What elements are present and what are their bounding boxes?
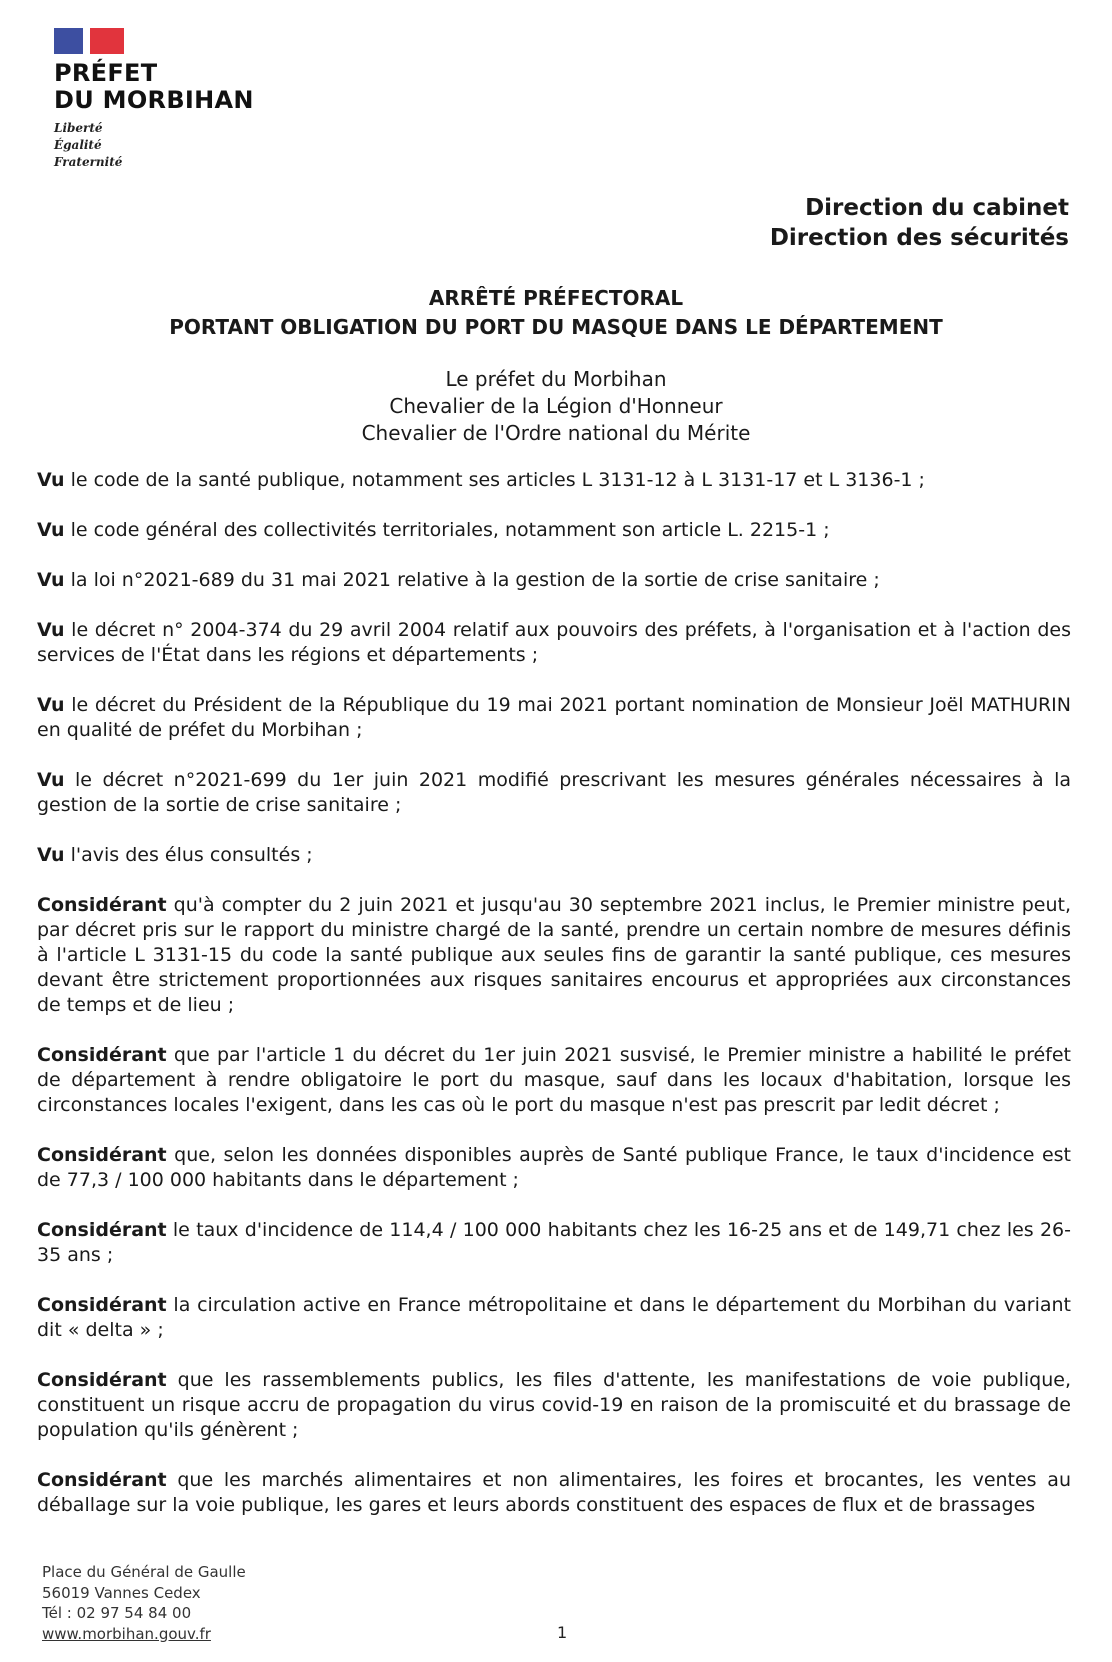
prefet-line-2: Chevalier de la Légion d'Honneur: [389, 394, 723, 418]
paragraph-lead: Vu: [37, 469, 65, 491]
paragraph: [37, 1293, 1071, 1343]
address-phone: Tél : 02 97 54 84 00: [42, 1604, 192, 1622]
paragraph-text: le décret n° 2004-374 du 29 avril 2004 relatif aux pouvoirs des préfets, à l'organisation et à l'action des services de l'État dans les régions et départements ;: [37, 619, 1071, 666]
paragraph: [37, 468, 1071, 493]
paragraph-lead: Vu: [37, 569, 65, 591]
logo-line-2: DU MORBIHAN: [54, 86, 254, 114]
prefet-line-3: Chevalier de l'Ordre national du Mérite: [361, 421, 751, 445]
logo-title: [54, 60, 254, 114]
prefet-line-1: Le préfet du Morbihan: [445, 367, 667, 391]
paragraph-lead: Considérant: [37, 1219, 167, 1241]
paragraph-text: qu'à compter du 2 juin 2021 et jusqu'au 30 septembre 2021 inclus, le Premier ministre peut, par décret pris sur le rapport du ministre chargé de la santé, prendre un certain nombre de mesures définis à l'article L 3131-15 du code la santé publique aux seules fins de garantir la santé publique, ces mesures devant être strictement proportionnées aux risques sanitaires encourus et appropriées aux circonstances de temps et de lieu ;: [37, 894, 1071, 1016]
paragraph-text: le décret n°2021-699 du 1er juin 2021 modifié prescrivant les mesures générales nécessaires à la gestion de la sortie de crise sanitaire ;: [37, 769, 1071, 816]
address-street: Place du Général de Gaulle: [42, 1563, 246, 1581]
paragraph-text: la circulation active en France métropolitaine et dans le département du Morbihan du variant dit « delta » ;: [37, 1294, 1071, 1341]
flag-white-stripe: [83, 28, 90, 54]
address-city: 56019 Vannes Cedex: [42, 1583, 201, 1602]
paragraph-lead: Vu: [37, 519, 65, 541]
website-link[interactable]: www.morbihan.gouv.fr: [42, 1624, 211, 1643]
marianne-logo: [54, 28, 254, 171]
page-number: 1: [557, 1623, 568, 1642]
paragraph: [37, 1368, 1071, 1443]
prefet-block: [0, 366, 1112, 447]
paragraph-text: que par l'article 1 du décret du 1er juin 2021 susvisé, le Premier ministre a habilité le préfet de département à rendre obligatoire le port du masque, sauf dans les locaux d'habitation, lorsque les circonstances locales l'exigent, dans les cas où le port du masque n'est pas prescrit par ledit décret ;: [37, 1044, 1071, 1116]
marianne-flag-icon: [54, 28, 124, 54]
paragraph: [37, 893, 1071, 1018]
paragraph-lead: Vu: [37, 769, 65, 791]
paragraph-text: le taux d'incidence de 114,4 / 100 000 habitants chez les 16-25 ans et de 149,71 chez les 26-35 ans ;: [37, 1219, 1071, 1266]
paragraph: [37, 843, 1071, 868]
paragraph: [37, 1143, 1071, 1193]
paragraph-text: l'avis des élus consultés ;: [64, 844, 313, 866]
paragraph-text: que les marchés alimentaires et non alimentaires, les foires et brocantes, les ventes au déballage sur la voie publique, les gares et leurs abords constituent des espaces de flux et de brassages: [37, 1469, 1071, 1516]
paragraph-lead: Considérant: [37, 1469, 167, 1491]
title-line-2: PORTANT OBLIGATION DU PORT DU MASQUE DANS LE DÉPARTEMENT: [169, 315, 943, 339]
document-body: [37, 468, 1071, 1543]
paragraph: [37, 693, 1071, 743]
paragraph-text: le code général des collectivités territoriales, notamment son article L. 2215-1 ;: [64, 519, 830, 541]
document-title: [0, 284, 1112, 342]
title-line-1: ARRÊTÉ PRÉFECTORAL: [428, 286, 684, 310]
motto-egalite: Égalité: [54, 138, 102, 152]
paragraph: [37, 568, 1071, 593]
paragraph: [37, 1468, 1071, 1518]
paragraph: [37, 1043, 1071, 1118]
paragraph-text: le code de la santé publique, notamment ses articles L 3131-12 à L 3131-17 et L 3136-1 ;: [64, 469, 925, 491]
paragraph-lead: Vu: [37, 619, 65, 641]
paragraph-lead: Considérant: [37, 1294, 167, 1316]
motto-fraternite: Fraternité: [54, 155, 123, 169]
paragraph-lead: Considérant: [37, 1369, 167, 1391]
logo-line-1: PRÉFET: [54, 59, 158, 87]
paragraph-lead: Considérant: [37, 1044, 167, 1066]
prefecture-address: [42, 1562, 246, 1644]
flag-red-stripe: [90, 28, 124, 54]
direction-securites: Direction des sécurités: [769, 225, 1069, 251]
paragraph-text: que les rassemblements publics, les files d'attente, les manifestations de voie publique, constituent un risque accru de propagation du virus covid-19 en raison de la promiscuité et du brassage de population qu'ils génèrent ;: [37, 1369, 1071, 1441]
paragraph: [37, 768, 1071, 818]
paragraph: [37, 618, 1071, 668]
motto-liberte: Liberté: [54, 121, 103, 135]
paragraph-lead: Considérant: [37, 1144, 167, 1166]
paragraph-text: que, selon les données disponibles auprès de Santé publique France, le taux d'incidence est de 77,3 / 100 000 habitants dans le département ;: [37, 1144, 1071, 1191]
paragraph: [37, 518, 1071, 543]
paragraph-text: la loi n°2021-689 du 31 mai 2021 relative à la gestion de la sortie de crise sanitaire ;: [64, 569, 880, 591]
issuing-directions: [770, 193, 1069, 253]
paragraph-lead: Considérant: [37, 894, 167, 916]
paragraph: [37, 1218, 1071, 1268]
direction-cabinet: Direction du cabinet: [805, 195, 1069, 221]
paragraph-lead: Vu: [37, 694, 65, 716]
paragraph-text: le décret du Président de la République du 19 mai 2021 portant nomination de Monsieur Joël MATHURIN en qualité de préfet du Morbihan ;: [37, 694, 1071, 741]
republic-motto: [54, 120, 254, 171]
paragraph-lead: Vu: [37, 844, 65, 866]
flag-blue-stripe: [54, 28, 83, 54]
